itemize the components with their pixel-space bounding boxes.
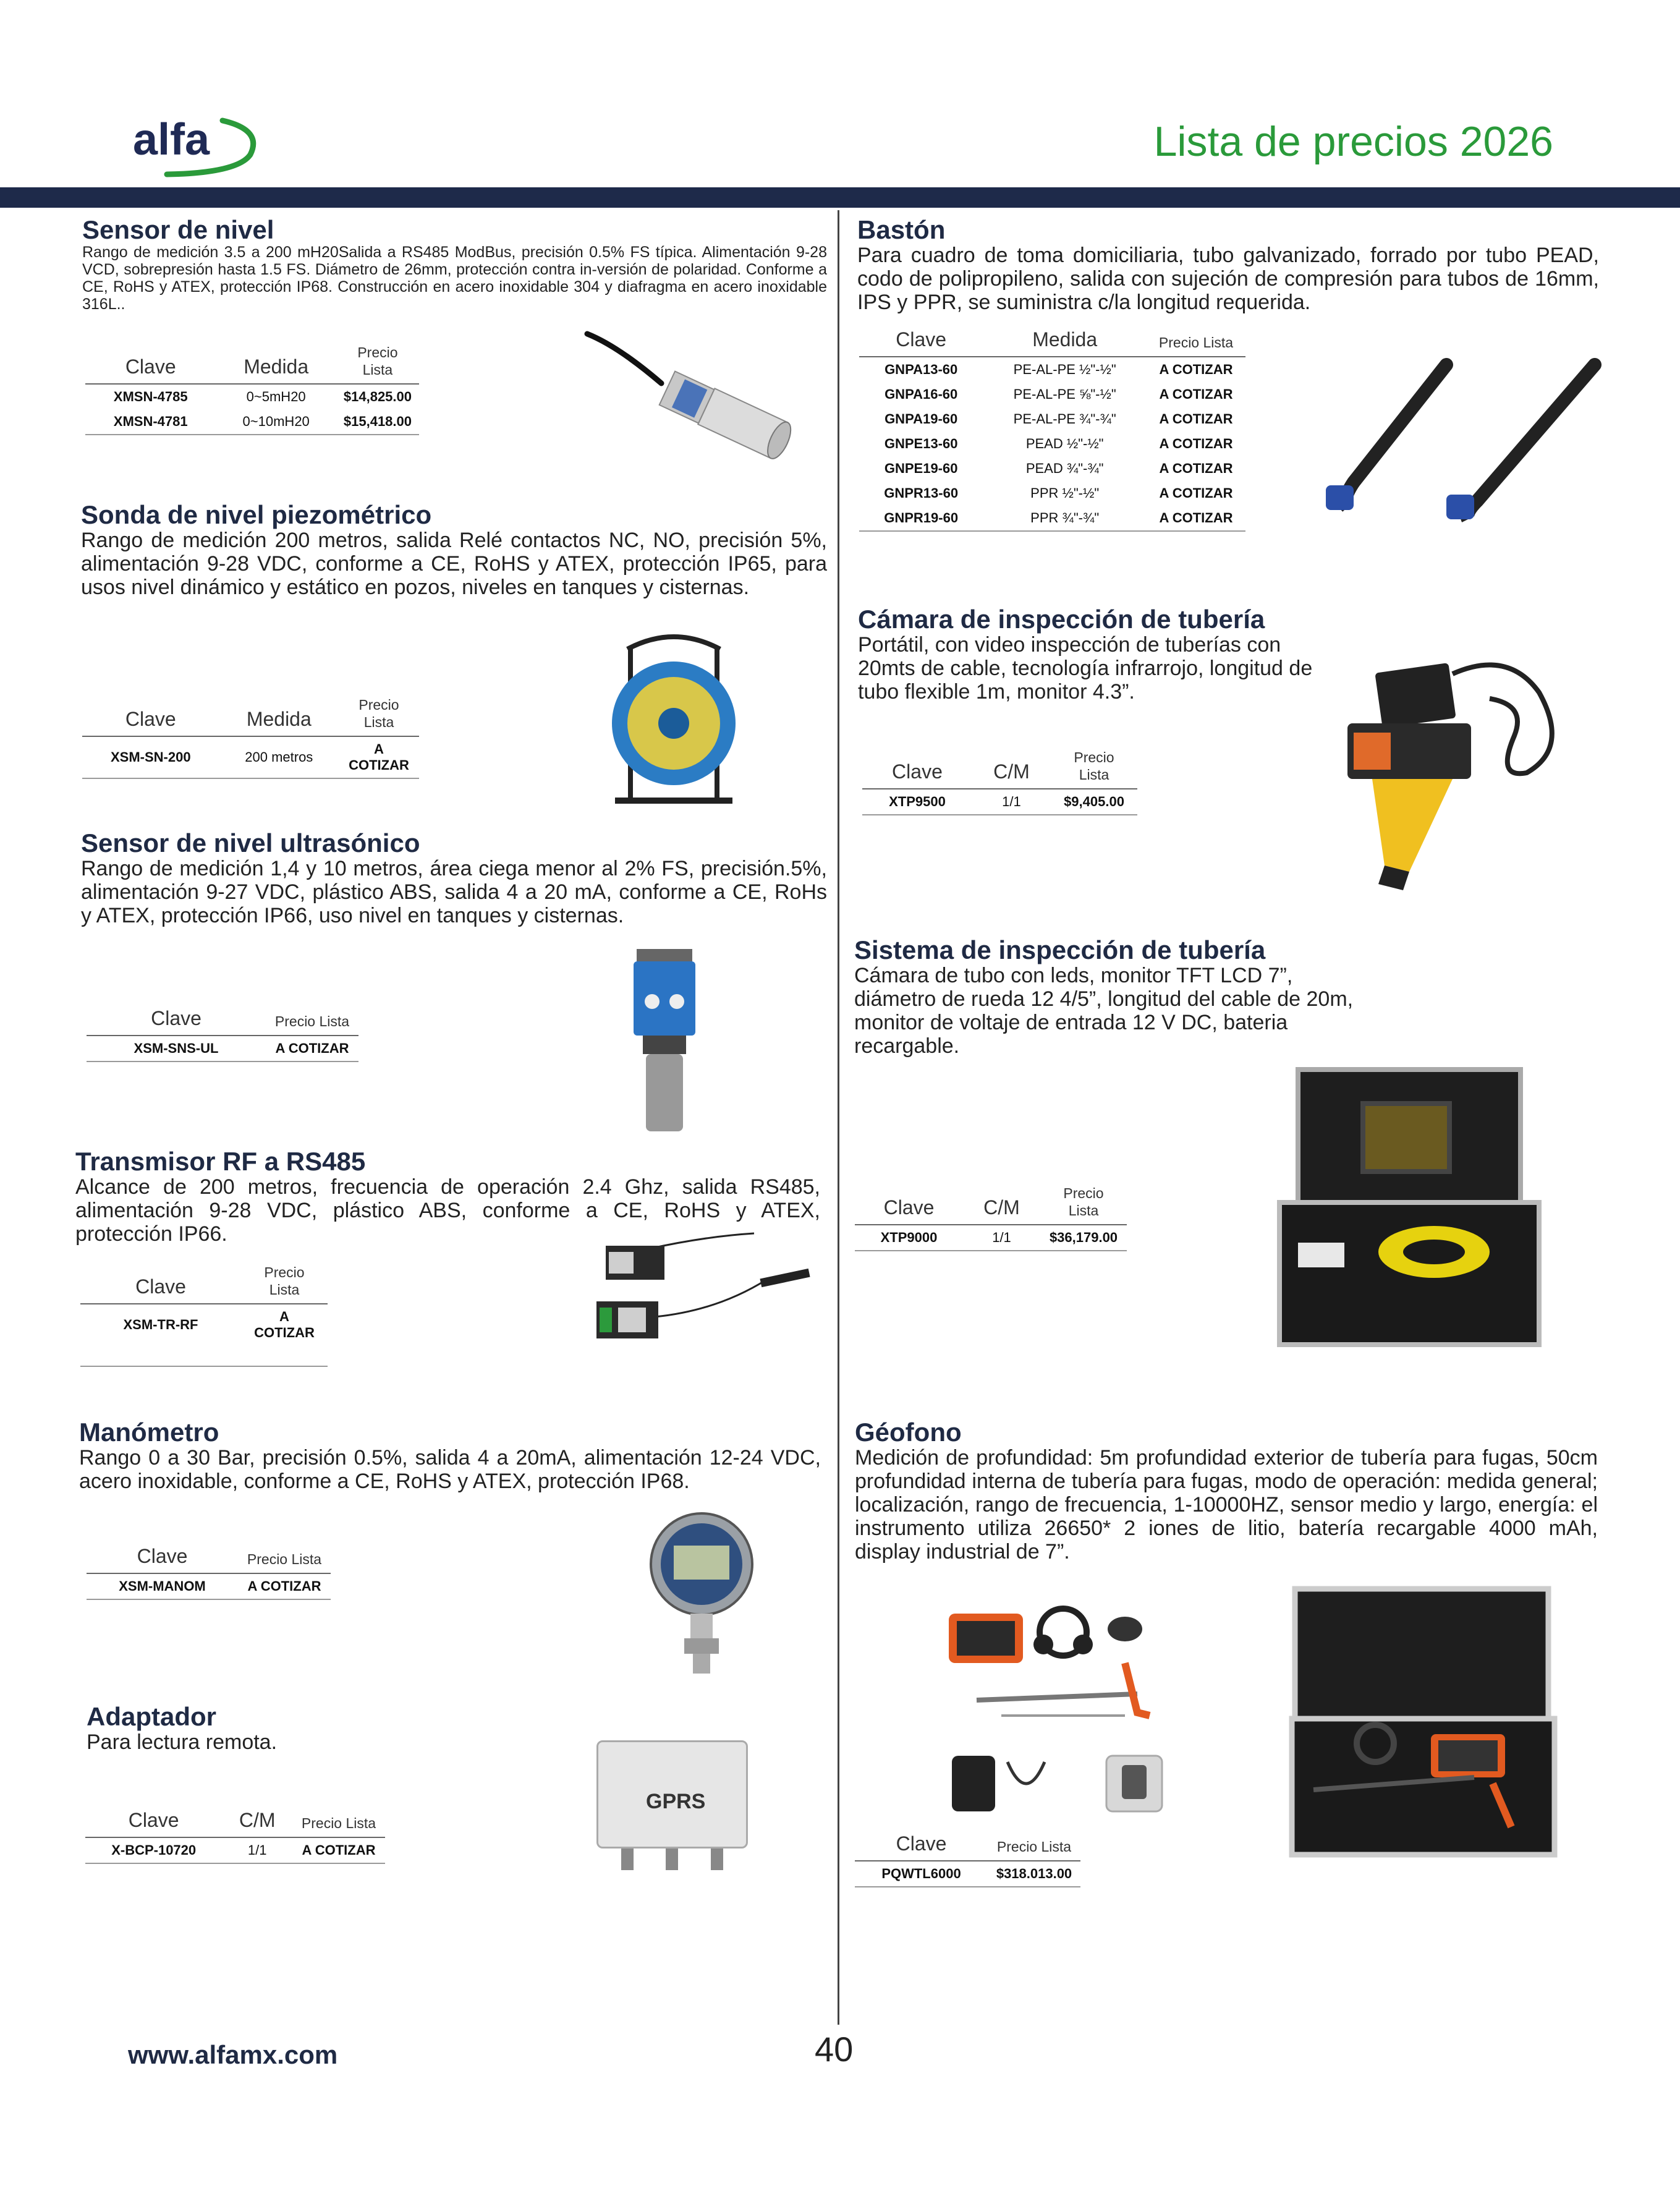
inspection-camera-image — [1310, 655, 1582, 903]
col-precio: Precio Lista — [266, 1003, 358, 1036]
col-precio: Precio Lista — [336, 340, 419, 384]
section-title: Adaptador — [87, 1702, 216, 1731]
table-row — [87, 1036, 358, 1061]
table-row — [85, 1837, 385, 1863]
col-precio: Precio Lista — [339, 692, 419, 736]
section-desc: Rango 0 a 30 Bar, precisión 0.5%, salida 4 a 20mA, alimentación 12-24 VDC, acero inoxidable, conforme a CE, RoHS y ATEX, protección IP68. — [79, 1446, 821, 1493]
col-medida: Medida — [216, 340, 336, 384]
section-title: Cámara de inspección de tubería — [858, 605, 1265, 634]
geophone-case-image — [1289, 1586, 1558, 1858]
section-ultrasonico — [81, 830, 827, 927]
col-clave: Clave — [80, 1260, 241, 1304]
cell-precio: $14,825.00 — [343, 389, 412, 404]
cell-precio: A COTIZAR — [292, 1837, 385, 1863]
section-desc: Cámara de tubo con leds, monitor TFT LCD 7”, diámetro de rueda 12 4/5”, longitud del cable de 20m, monitor de voltaje de entrada 12 V DC, bateria recargable. — [854, 964, 1354, 1058]
price-table-manometro — [87, 1541, 331, 1600]
col-precio: Precio Lista — [1051, 745, 1137, 789]
col-medida: Medida — [983, 325, 1147, 357]
section-adaptador — [87, 1703, 519, 1754]
section-desc: Alcance de 200 metros, frecuencia de operación 2.4 Ghz, salida RS485, alimentación 9-28 VDC, plástico ABS, conforme a CE, RoHS y ATEX, protección IP66. — [75, 1175, 820, 1246]
cell-precio: A COTIZAR — [1159, 411, 1233, 427]
cell-precio: $9,405.00 — [1051, 789, 1137, 815]
price-table-adaptador — [85, 1805, 385, 1864]
cell-cm: 1/1 — [963, 1225, 1040, 1251]
pipe-stick-image — [1317, 346, 1613, 525]
table-row — [80, 1304, 328, 1366]
section-geofono — [855, 1419, 1598, 1563]
price-table-geofono — [855, 1829, 1080, 1887]
section-baston — [857, 216, 1599, 314]
page-number: 40 — [815, 2030, 854, 2069]
cell-clave: GNPA19-60 — [885, 411, 958, 427]
price-table-camara — [862, 745, 1137, 815]
cell-precio: A COTIZAR — [1159, 436, 1233, 451]
geophone-kit-image — [940, 1601, 1187, 1824]
section-desc: Portátil, con video inspección de tuberías con 20mts de cable, tecnología infrarrojo, longitud de tubo flexible 1m, monitor 4.3”. — [858, 633, 1313, 704]
cell-clave: GNPA13-60 — [885, 362, 958, 377]
cell-precio: A COTIZAR — [1159, 461, 1233, 476]
cell-clave: GNPR13-60 — [884, 485, 959, 501]
col-precio: Precio Lista — [1147, 325, 1245, 357]
cell-precio: A COTIZAR — [1147, 506, 1245, 531]
cell-clave: GNPA16-60 — [885, 386, 958, 402]
col-cm: C/M — [222, 1805, 292, 1837]
section-title: Transmisor RF a RS485 — [75, 1147, 366, 1176]
col-precio: Precio Lista — [292, 1805, 385, 1837]
table-row — [859, 382, 1245, 407]
cell-clave: GNPR19-60 — [859, 506, 983, 531]
price-table-ultrasonico — [87, 1003, 358, 1062]
cell-clave: XSM-SNS-UL — [87, 1036, 266, 1061]
cell-clave: XSM-MANOM — [87, 1573, 238, 1599]
section-desc: Rango de medición 1,4 y 10 metros, área ciega menor al 2% FS, precisión.5%, alimentación 9-27 VDC, plástico ABS, salida 4 a 20 mA, conforme a CE, RoHs y ATEX, protección IP66, uso nivel en tanques y cisternas. — [81, 857, 827, 927]
table-row — [85, 384, 419, 409]
section-manometro — [79, 1419, 821, 1493]
cell-precio: A COTIZAR — [238, 1573, 331, 1599]
col-clave: Clave — [859, 325, 983, 357]
cell-clave: GNPE19-60 — [884, 461, 958, 476]
rf-transmitter-image — [593, 1230, 822, 1354]
price-table-sistema — [855, 1181, 1127, 1251]
col-precio: Precio Lista — [988, 1829, 1080, 1861]
cell-cm: 1/1 — [222, 1837, 292, 1863]
section-sonda — [81, 501, 827, 599]
table-row — [859, 357, 1245, 382]
table-row — [859, 456, 1245, 481]
table-row — [862, 789, 1137, 815]
col-clave: Clave — [855, 1181, 963, 1225]
cell-precio: A COTIZAR — [241, 1304, 328, 1366]
price-table-transmisor — [80, 1260, 328, 1367]
cell-precio: A COTIZAR — [1159, 485, 1233, 501]
inspection-system-case-image — [1273, 1066, 1545, 1351]
col-cm: C/M — [963, 1181, 1040, 1225]
cell-clave: PQWTL6000 — [855, 1861, 988, 1887]
footer-url[interactable]: www.alfamx.com — [128, 2040, 338, 2069]
section-desc: Para cuadro de toma domiciliaria, tubo galvanizado, forrado por tubo PEAD, codo de polipropileno, salida con sujeción de compresión para tubos de 16mm, IPS y PPR, se suministra c/la longitud requerida. — [857, 244, 1599, 314]
section-title: Bastón — [857, 215, 946, 244]
table-row — [855, 1861, 1080, 1887]
cell-clave: X-BCP-10720 — [85, 1837, 222, 1863]
cell-clave: XMSN-4785 — [113, 389, 188, 404]
table-row — [85, 409, 419, 435]
cell-medida: 0~10mH20 — [216, 409, 336, 435]
cell-clave: XTP9500 — [862, 789, 972, 815]
cell-medida: PEAD ¾"-¾" — [1025, 461, 1104, 476]
section-title: Sensor de nivel — [82, 215, 274, 244]
table-row — [82, 736, 419, 778]
cell-precio: A COTIZAR — [266, 1036, 358, 1061]
cell-medida: PE-AL-PE ¾"-¾" — [1013, 411, 1116, 427]
cell-medida: PE-AL-PE ½"-½" — [1013, 362, 1116, 377]
col-clave: Clave — [85, 340, 216, 384]
col-clave: Clave — [82, 692, 219, 736]
section-camara — [858, 606, 1328, 704]
col-clave: Clave — [87, 1541, 238, 1573]
cell-medida: PPR ½"-½" — [1030, 485, 1100, 501]
section-desc: Para lectura remota. — [87, 1730, 278, 1754]
section-title: Sistema de inspección de tubería — [854, 935, 1266, 964]
ultrasonic-sensor-image — [630, 949, 698, 1134]
col-clave: Clave — [862, 745, 972, 789]
cell-precio: A COTIZAR — [1159, 362, 1233, 377]
column-divider — [838, 210, 839, 2025]
table-row — [87, 1573, 331, 1599]
section-desc: Rango de medición 3.5 a 200 mH20Salida a RS485 ModBus, precisión 0.5% FS típica. Alimentación 9-28 VCD, sobrepresión hasta 1.5 FS. Diámetro de 26mm, protección contra in-versión de polaridad. Conforme a CE, RoHS y ATEX, protección IP68. Construcción en acero inoxidable 304 y diafragma en acero inoxidable 316L.. — [82, 244, 827, 313]
cell-medida: 200 metros — [219, 736, 339, 778]
gprs-label: GPRS — [646, 1790, 706, 1813]
cell-precio: $36,179.00 — [1040, 1225, 1127, 1251]
page-title: Lista de precios 2026 — [1153, 118, 1553, 165]
price-table-baston — [859, 325, 1245, 532]
section-title: Sonda de nivel piezométrico — [81, 500, 432, 529]
cell-medida: PEAD ½"-½" — [1025, 436, 1104, 451]
section-sensor-nivel — [82, 216, 827, 313]
table-row — [859, 481, 1245, 506]
col-precio: Precio Lista — [241, 1260, 328, 1304]
section-title: Géofono — [855, 1418, 962, 1447]
logo-text: alfa — [133, 115, 210, 164]
cell-clave: XSM-TR-RF — [80, 1304, 241, 1366]
col-clave: Clave — [855, 1829, 988, 1861]
col-cm: C/M — [972, 745, 1051, 789]
cell-medida: PPR ¾"-¾" — [983, 506, 1147, 531]
price-table-sensor-nivel — [85, 340, 419, 435]
cell-clave: XTP9000 — [855, 1225, 963, 1251]
cell-clave: XMSN-4781 — [85, 409, 216, 435]
gprs-adapter-image — [596, 1740, 748, 1873]
section-desc: Medición de profundidad: 5m profundidad exterior de tubería para fugas, 50cm profundidad interna de tubería para fugas, modo de operación: medida general; localización, rango de frecuencia, 1-10000HZ, sensor medio y largo, energía: el instrumento utiliza 26650* 2 iones de litio, batería recargable 4000 mAh, display industrial de 7”. — [855, 1446, 1598, 1563]
cell-precio: $15,418.00 — [336, 409, 419, 435]
col-precio: Precio Lista — [1040, 1181, 1127, 1225]
cell-clave: GNPE13-60 — [884, 436, 958, 451]
section-sistema — [854, 937, 1373, 1058]
cell-precio: $318.013.00 — [988, 1861, 1080, 1887]
col-clave: Clave — [87, 1003, 266, 1036]
section-title: Manómetro — [79, 1418, 219, 1447]
cell-medida: 0~5mH20 — [246, 389, 306, 404]
table-row — [859, 506, 1245, 531]
table-row — [855, 1225, 1127, 1251]
section-title: Sensor de nivel ultrasónico — [81, 828, 420, 857]
level-sensor-image — [581, 321, 816, 464]
col-clave: Clave — [85, 1805, 222, 1837]
cell-precio: A COTIZAR — [339, 736, 419, 778]
cell-precio: A COTIZAR — [1159, 386, 1233, 402]
section-desc: Rango de medición 200 metros, salida Relé contactos NC, NO, precisión 5%, alimentación 9-28 VDC, conforme a CE, RoHS y ATEX, protección IP65, para usos nivel dinámico y estático en pozos, niveles en tanques y cisternas. — [81, 529, 827, 599]
header-bar — [0, 187, 1680, 208]
cell-clave: XSM-SN-200 — [82, 736, 219, 778]
col-medida: Medida — [219, 692, 339, 736]
cell-medida: PE-AL-PE ⅝"-½" — [1013, 386, 1116, 402]
alfa-logo — [130, 105, 266, 179]
table-row — [859, 432, 1245, 456]
price-table-sonda — [82, 692, 419, 779]
cell-cm: 1/1 — [972, 789, 1051, 815]
cable-reel-image — [603, 624, 745, 810]
table-row — [859, 407, 1245, 432]
col-precio: Precio Lista — [238, 1541, 331, 1573]
manometer-image — [640, 1512, 763, 1675]
